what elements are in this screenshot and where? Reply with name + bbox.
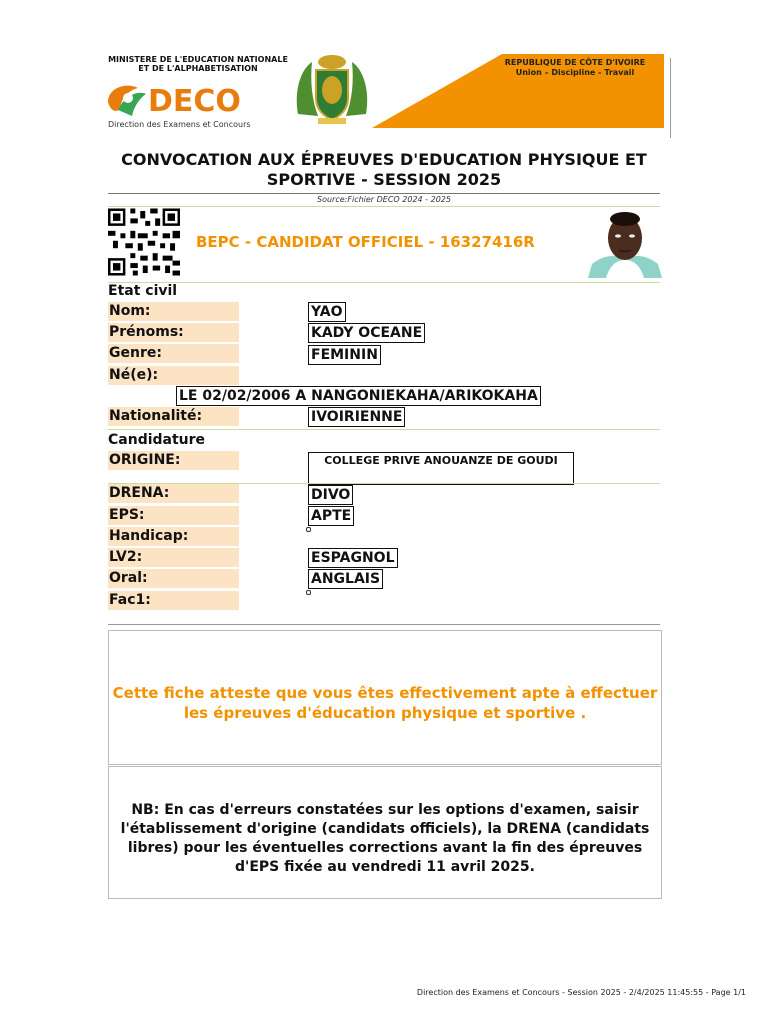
oral-label: Oral:: [108, 569, 239, 588]
ne-label: Né(e):: [108, 366, 239, 385]
drena-label: DRENA:: [108, 484, 239, 503]
lv2-value: ESPAGNOL: [308, 548, 398, 568]
deco-logo-icon: [104, 80, 150, 120]
deco-logo-text: DECO: [148, 84, 241, 119]
row-divider: [108, 624, 660, 625]
attestation-message: Cette fiche atteste que vous êtes effectivement apte à effectuer les épreuves d'éducation physique et sportive .: [112, 684, 658, 722]
row-divider: [108, 429, 660, 430]
source-divider: [108, 206, 660, 207]
fac1-label: Fac1:: [108, 591, 239, 610]
origine-label: ORIGINE:: [108, 451, 239, 470]
marker-dot: [306, 527, 311, 532]
nationalite-value: IVOIRIENNE: [308, 407, 405, 427]
prenoms-label: Prénoms:: [108, 323, 239, 342]
section-candidature: Candidature: [108, 432, 206, 448]
title-divider: [108, 193, 660, 194]
drena-value: DIVO: [308, 485, 353, 505]
page-title: CONVOCATION AUX ÉPREUVES D'EDUCATION PHYSIQUE ET SPORTIVE - SESSION 2025: [121, 150, 647, 189]
candidate-heading: BEPC - CANDIDAT OFFICIEL - 16327416R: [196, 233, 535, 251]
section-divider: [108, 282, 660, 283]
ministry-name: MINISTERE DE L'EDUCATION NATIONALE ET DE L'ALPHABETISATION: [108, 55, 288, 73]
origine-value: COLLEGE PRIVE ANOUANZE DE GOUDI: [308, 452, 574, 485]
ne-value: LE 02/02/2006 A NANGONIEKAHA/ARIKOKAHA: [176, 386, 541, 406]
eps-value: APTE: [308, 506, 354, 526]
candidate-photo: [588, 208, 662, 278]
eps-label: EPS:: [108, 506, 239, 525]
lv2-label: LV2:: [108, 548, 239, 567]
genre-value: FEMININ: [308, 345, 381, 365]
header-divider: [670, 58, 671, 138]
genre-label: Genre:: [108, 344, 239, 363]
deco-subtitle: Direction des Examens et Concours: [108, 120, 251, 129]
republic-name: REPUBLIQUE DE CÔTE D'IVOIRE Union – Discipline - Travail: [504, 58, 646, 77]
marker-dot: [306, 590, 311, 595]
section-etat-civil: Etat civil: [108, 283, 178, 299]
nom-value: YAO: [308, 302, 346, 322]
nb-message: NB: En cas d'erreurs constatées sur les options d'examen, saisir l'établissement d'origine (candidats officiels), la DRENA (candidats libres) pour les éventuelles corrections avant la fin des épreuves d'EPS fixée au vendredi 11 avril 2025.: [120, 802, 650, 875]
page-footer: Direction des Examens et Concours - Session 2025 - 2/4/2025 11:45:55 - Page 1/1: [416, 988, 746, 997]
source-note: Source:Fichier DECO 2024 - 2025: [317, 195, 451, 204]
oral-value: ANGLAIS: [308, 569, 383, 589]
qr-code-icon: [108, 208, 180, 276]
nationalite-label: Nationalité:: [108, 407, 239, 426]
prenoms-value: KADY OCEANE: [308, 323, 425, 343]
handicap-label: Handicap:: [108, 527, 239, 546]
coat-of-arms-icon: [290, 52, 374, 126]
nom-label: Nom:: [108, 302, 239, 321]
